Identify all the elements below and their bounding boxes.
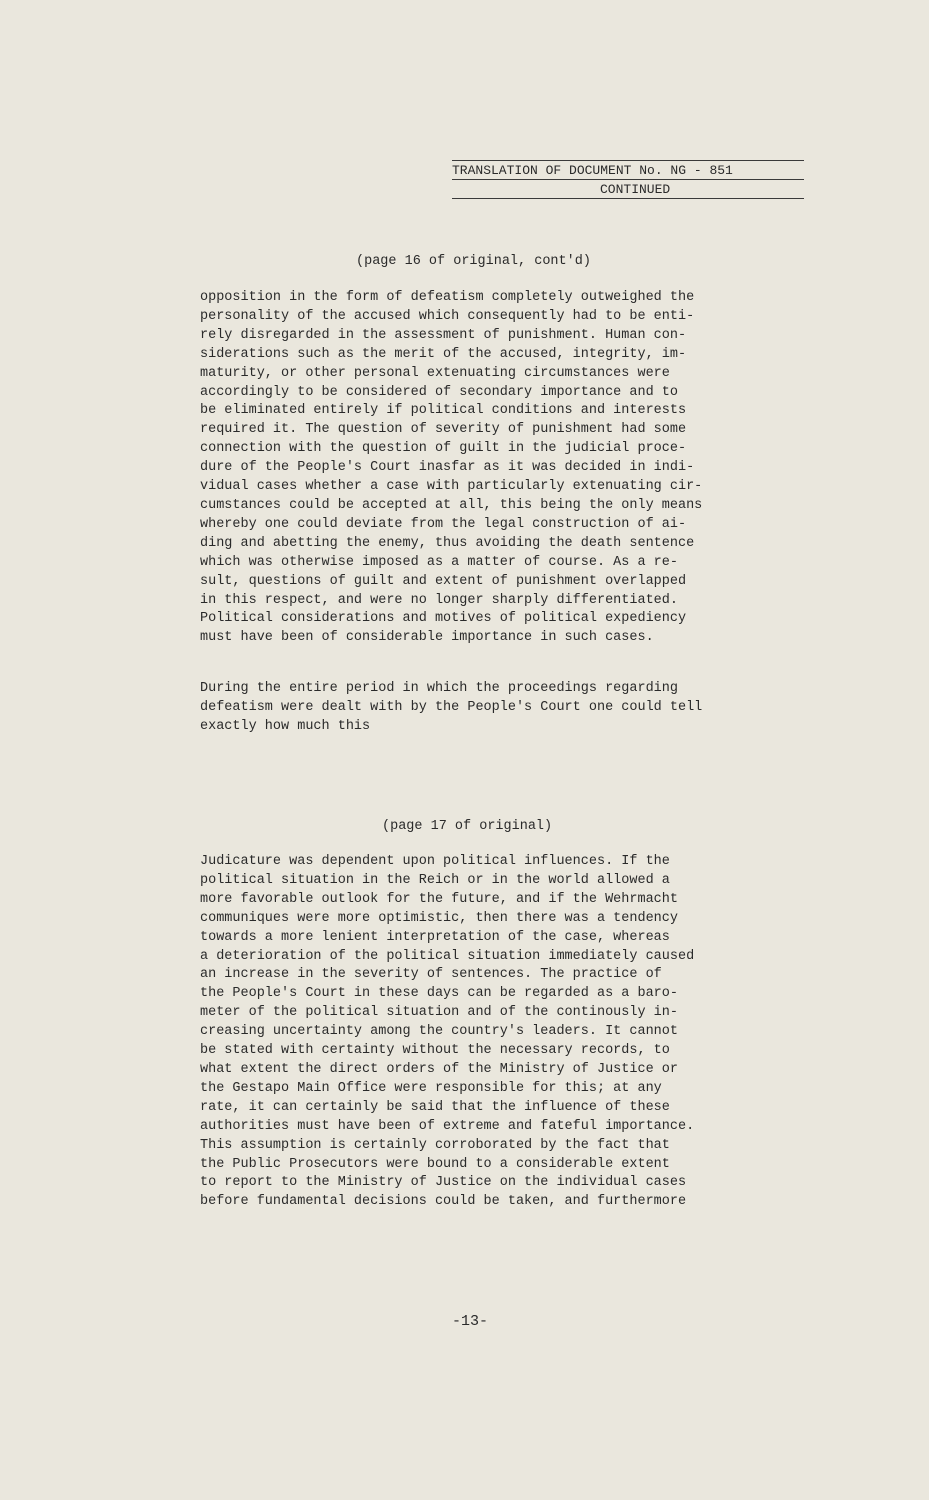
text-line: the Gestapo Main Office were responsible for this; at any (200, 1080, 662, 1096)
text-line: a deterioration of the political situation immediately caused (200, 948, 695, 964)
text-line: dure of the People's Court inasfar as it was decided in indi- (200, 460, 695, 476)
text-line: accordingly to be considered of secondary importance and to (200, 384, 678, 400)
text-line: more favorable outlook for the future, and if the Wehrmacht (200, 891, 678, 907)
text-line: in this respect, and were no longer sharply differentiated. (200, 592, 678, 608)
paragraph-2 (200, 680, 810, 737)
text-line: connection with the question of guilt in the judicial proce- (200, 441, 687, 457)
text-line: opposition in the form of defeatism completely outweighed the (200, 290, 695, 305)
text-line: rely disregarded in the assessment of punishment. Human con- (200, 327, 687, 343)
page-number: -13- (452, 1313, 489, 1330)
paragraph-1 (200, 289, 810, 648)
text-line: the Public Prosecutors were bound to a considerable extent (200, 1156, 670, 1172)
text-line: During the entire period in which the proceedings regarding (200, 681, 678, 696)
text-line: rate, it can certainly be said that the influence of these (200, 1099, 670, 1115)
document-header (452, 160, 804, 199)
text-line: exactly how much this (200, 718, 371, 734)
text-line: whereby one could deviate from the legal construction of ai- (200, 516, 687, 532)
header-continued: CONTINUED (452, 180, 804, 199)
text-line: creasing uncertainty among the country's leaders. It cannot (200, 1024, 678, 1040)
paragraph-3 (200, 853, 810, 1212)
text-line: This assumption is certainly corroborated by the fact that (200, 1137, 670, 1153)
text-line: Judicature was dependent upon political influences. If the (200, 854, 670, 869)
text-line: maturity, or other personal extenuating circumstances were (200, 365, 670, 381)
text-line: must have been of considerable importance in such cases. (200, 630, 654, 646)
page-reference-16: (page 16 of original, cont'd) (356, 254, 591, 269)
text-line: defeatism were dealt with by the People's Court one could tell (200, 699, 703, 715)
text-line: towards a more lenient interpretation of the case, whereas (200, 929, 670, 945)
text-line: before fundamental decisions could be taken, and furthermore (200, 1194, 687, 1210)
header-title: TRANSLATION OF DOCUMENT No. NG - 851 (452, 160, 804, 180)
text-line: communiques were more optimistic, then there was a tendency (200, 910, 678, 926)
text-line: siderations such as the merit of the accused, integrity, im- (200, 346, 687, 362)
text-line: personality of the accused which consequently had to be enti- (200, 308, 695, 324)
text-line: ding and abetting the enemy, thus avoiding the death sentence (200, 535, 695, 551)
text-line: cumstances could be accepted at all, this being the only means (200, 497, 703, 513)
text-line: meter of the political situation and of the continously in- (200, 1005, 678, 1021)
text-line: an increase in the severity of sentences. The practice of (200, 967, 662, 983)
text-line: the People's Court in these days can be regarded as a baro- (200, 986, 678, 1002)
text-line: political situation in the Reich or in the world allowed a (200, 872, 670, 888)
text-line: to report to the Ministry of Justice on the individual cases (200, 1175, 687, 1191)
text-line: be stated with certainty without the necessary records, to (200, 1043, 670, 1059)
text-line: required it. The question of severity of punishment had some (200, 422, 687, 438)
text-line: Political considerations and motives of political expediency (200, 611, 687, 627)
text-line: sult, questions of guilt and extent of punishment overlapped (200, 573, 687, 589)
page-reference-17: (page 17 of original) (382, 819, 553, 834)
text-line: what extent the direct orders of the Ministry of Justice or (200, 1061, 678, 1077)
text-line: authorities must have been of extreme and fateful importance. (200, 1118, 695, 1134)
text-line: vidual cases whether a case with particularly extenuating cir- (200, 479, 703, 495)
text-line: be eliminated entirely if political conditions and interests (200, 403, 687, 419)
text-line: which was otherwise imposed as a matter of course. As a re- (200, 554, 678, 570)
